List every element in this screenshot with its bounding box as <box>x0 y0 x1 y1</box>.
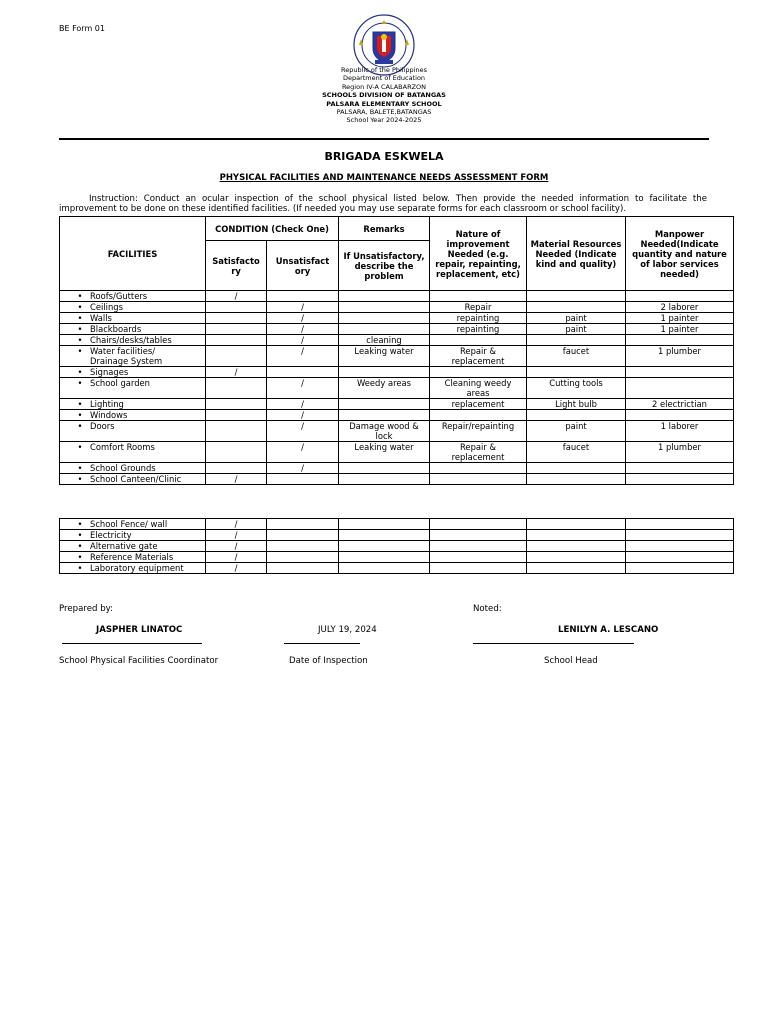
unsatisfactory-mark: / <box>267 302 339 313</box>
empty-cell <box>267 552 339 563</box>
satisfactory-mark: / <box>206 474 267 485</box>
form-subtitle: PHYSICAL FACILITIES AND MAINTENANCE NEEDS ASSESSMENT FORM <box>219 173 549 183</box>
manpower-cell <box>626 474 734 485</box>
facility-name: Windows <box>90 410 128 420</box>
manpower-cell <box>626 463 734 474</box>
facility-name: Alternative gate <box>90 541 158 551</box>
table-row <box>60 291 734 302</box>
noted-signature-line <box>473 643 634 644</box>
manpower-cell <box>626 378 734 399</box>
empty-cell <box>339 552 430 563</box>
table-row <box>60 442 734 463</box>
empty-cell <box>339 541 430 552</box>
bullet-icon: • <box>77 519 83 529</box>
table-row <box>60 563 734 574</box>
header-division: SCHOOLS DIVISION OF BATANGAS <box>322 91 446 100</box>
facility-name: Blackboards <box>90 324 142 334</box>
unsatisfactory-mark <box>267 474 339 485</box>
satisfactory-mark: / <box>206 367 267 378</box>
remarks-cell <box>339 313 430 324</box>
facility-cell <box>60 410 206 421</box>
facility-cell <box>60 335 206 346</box>
table-row <box>60 530 734 541</box>
empty-cell <box>430 552 527 563</box>
facility-name: School garden <box>90 378 150 388</box>
bullet-icon: • <box>77 421 83 431</box>
unsatisfactory-mark: / <box>267 313 339 324</box>
header-school: PALSARA ELEMENTARY SCHOOL <box>326 99 442 108</box>
remarks-cell <box>339 324 430 335</box>
nature-cell <box>430 410 527 421</box>
remarks-cell <box>339 302 430 313</box>
facility-name: Lighting <box>90 399 124 409</box>
header-remarks: Remarks <box>339 217 430 241</box>
facility-cell <box>60 324 206 335</box>
empty-cell <box>267 563 339 574</box>
header-line-2: Department of Education <box>342 74 426 83</box>
empty-cell <box>430 530 527 541</box>
header-unsatisfactory: Unsatisfact ory <box>267 241 339 291</box>
nature-cell <box>430 399 527 410</box>
header-divider <box>59 138 709 140</box>
table-row <box>60 519 734 530</box>
remarks-cell <box>339 378 430 399</box>
cell-line-2: replacement <box>451 356 505 366</box>
table-row <box>60 463 734 474</box>
cell-line-2: replacement <box>451 452 505 462</box>
material-cell: paint <box>527 313 626 324</box>
cell-line-2: areas <box>466 388 490 398</box>
bullet-icon: • <box>77 474 83 484</box>
empty-cell <box>339 563 430 574</box>
bullet-icon: • <box>77 410 83 420</box>
noted-label: Noted: <box>473 604 502 614</box>
material-cell: Light bulb <box>527 399 626 410</box>
facility-name: Laboratory equipment <box>90 563 184 573</box>
material-cell: paint <box>527 324 626 335</box>
satisfactory-mark <box>206 346 267 367</box>
cell-line: repainting <box>456 313 500 323</box>
satisfactory-mark <box>206 463 267 474</box>
instruction-text: Instruction: Conduct an ocular inspection of the school physical listed below. Then provide the needed information to facilitate the improvement to be done on these identified facilities. (If needed you may use separate forms for each classroom or school facility). <box>59 194 707 215</box>
facility-cell <box>60 519 206 530</box>
satisfactory-mark <box>206 335 267 346</box>
table-row <box>60 313 734 324</box>
header-manpower: Manpower Needed(Indicate quantity and nature of labor services needed) <box>626 217 734 291</box>
manpower-cell: 2 laborer <box>626 302 734 313</box>
unsatisfactory-mark: / <box>267 421 339 442</box>
header-address: PALSARA, BALETE,BATANGAS <box>336 108 432 117</box>
cell-line: Damage wood & <box>349 421 419 431</box>
manpower-cell: 2 electrictian <box>626 399 734 410</box>
facilities-table <box>59 216 734 485</box>
manpower-cell: 1 plumber <box>626 346 734 367</box>
material-cell <box>527 474 626 485</box>
nature-cell <box>430 346 527 367</box>
header-line-3: Region IV-A CALABARZON <box>341 82 427 91</box>
empty-cell <box>267 530 339 541</box>
header-satisfactory: Satisfacto ry <box>206 241 267 291</box>
facility-cell <box>60 367 206 378</box>
material-cell: Cutting tools <box>527 378 626 399</box>
nature-cell <box>430 463 527 474</box>
header-remarks-sub: If Unsatisfactory, describe the problem <box>339 241 430 291</box>
cell-line: repainting <box>456 324 500 334</box>
satisfactory-mark: / <box>206 519 267 530</box>
remarks-cell <box>339 346 430 367</box>
empty-cell <box>267 541 339 552</box>
nature-cell <box>430 442 527 463</box>
facility-cell <box>60 291 206 302</box>
satisfactory-mark: / <box>206 530 267 541</box>
facility-cell <box>60 399 206 410</box>
prepared-signature-line <box>62 643 202 644</box>
noted-by-role: School Head <box>544 656 598 666</box>
cell-line: Weedy areas <box>356 378 412 388</box>
cell-line: Repair & <box>459 346 496 356</box>
manpower-cell: 1 painter <box>626 313 734 324</box>
manpower-cell: 1 painter <box>626 324 734 335</box>
remarks-cell <box>339 410 430 421</box>
prepared-by-name: JASPHER LINATOC <box>96 625 183 635</box>
satisfactory-mark: / <box>206 541 267 552</box>
manpower-cell <box>626 410 734 421</box>
facility-name: Water facilities/ <box>90 346 156 356</box>
facility-name: Ceilings <box>90 302 123 312</box>
bullet-icon: • <box>77 541 83 551</box>
nature-cell <box>430 378 527 399</box>
noted-by-name: LENILYN A. LESCANO <box>558 625 659 635</box>
unsatisfactory-mark: / <box>267 378 339 399</box>
date-label: Date of Inspection <box>289 656 368 666</box>
empty-cell <box>430 519 527 530</box>
cell-line: Leaking water <box>354 346 414 356</box>
unsatisfactory-mark: / <box>267 335 339 346</box>
manpower-cell <box>626 335 734 346</box>
table-row <box>60 335 734 346</box>
remarks-cell <box>339 367 430 378</box>
manpower-cell <box>626 291 734 302</box>
facility-cell <box>60 442 206 463</box>
manpower-cell <box>626 367 734 378</box>
satisfactory-mark: / <box>206 563 267 574</box>
manpower-cell: 1 plumber <box>626 442 734 463</box>
empty-cell <box>267 519 339 530</box>
remarks-cell <box>339 474 430 485</box>
cell-line: cleaning <box>366 335 402 345</box>
cell-line: replacement <box>451 399 505 409</box>
nature-cell <box>430 324 527 335</box>
bullet-icon: • <box>77 291 83 301</box>
remarks-cell <box>339 442 430 463</box>
unsatisfactory-mark: / <box>267 442 339 463</box>
facility-name: Doors <box>90 421 115 431</box>
facility-cell <box>60 463 206 474</box>
material-cell <box>527 335 626 346</box>
header-school-year: School Year 2024-2025 <box>346 116 422 125</box>
table-row <box>60 302 734 313</box>
cell-line: Leaking water <box>354 442 414 452</box>
satisfactory-mark <box>206 421 267 442</box>
nature-cell <box>430 335 527 346</box>
nature-cell <box>430 291 527 302</box>
material-cell <box>527 291 626 302</box>
facility-cell <box>60 421 206 442</box>
material-cell: faucet <box>527 442 626 463</box>
cell-line: Repair & <box>459 442 496 452</box>
prepared-by-role: School Physical Facilities Coordinator <box>59 656 219 666</box>
bullet-icon: • <box>77 399 83 409</box>
manpower-cell: 1 laborer <box>626 421 734 442</box>
satisfactory-mark: / <box>206 552 267 563</box>
nature-cell <box>430 367 527 378</box>
bullet-icon: • <box>77 530 83 540</box>
satisfactory-mark <box>206 378 267 399</box>
unsatisfactory-mark <box>267 291 339 302</box>
bullet-icon: • <box>77 463 83 473</box>
nature-cell <box>430 421 527 442</box>
empty-cell <box>626 530 734 541</box>
bullet-icon: • <box>77 442 83 452</box>
prepared-by-label: Prepared by: <box>59 604 114 614</box>
header-facilities: FACILITIES <box>60 217 206 291</box>
material-cell <box>527 463 626 474</box>
nature-cell <box>430 302 527 313</box>
facility-cell <box>60 563 206 574</box>
table-row <box>60 367 734 378</box>
facility-cell <box>60 474 206 485</box>
empty-cell <box>626 541 734 552</box>
header-nature: Nature of improvement Needed (e.g. repair, repainting, replacement, etc) <box>430 217 527 291</box>
empty-cell <box>527 530 626 541</box>
table-row <box>60 324 734 335</box>
satisfactory-mark <box>206 313 267 324</box>
unsatisfactory-mark: / <box>267 410 339 421</box>
remarks-cell <box>339 399 430 410</box>
table-row <box>60 552 734 563</box>
nature-cell <box>430 474 527 485</box>
unsatisfactory-mark <box>267 367 339 378</box>
unsatisfactory-mark: / <box>267 324 339 335</box>
facility-cell <box>60 552 206 563</box>
facility-name: School Canteen/Clinic <box>90 474 182 484</box>
empty-cell <box>527 519 626 530</box>
bullet-icon: • <box>77 378 83 388</box>
satisfactory-mark <box>206 410 267 421</box>
table-row <box>60 474 734 485</box>
cell-line: Repair <box>464 302 492 312</box>
bullet-icon: • <box>77 335 83 345</box>
remarks-cell <box>339 463 430 474</box>
empty-cell <box>626 552 734 563</box>
page-title: BRIGADA ESKWELA <box>324 150 444 163</box>
empty-cell <box>527 563 626 574</box>
empty-cell <box>339 530 430 541</box>
facility-name: School Fence/ wall <box>90 519 168 529</box>
facility-cell <box>60 530 206 541</box>
material-cell <box>527 302 626 313</box>
empty-cell <box>430 541 527 552</box>
bullet-icon: • <box>77 552 83 562</box>
empty-cell <box>527 552 626 563</box>
material-cell <box>527 367 626 378</box>
bullet-icon: • <box>77 367 83 377</box>
bullet-icon: • <box>77 313 83 323</box>
header-material: Material Resources Needed (Indicate kind and quality) <box>527 217 626 291</box>
satisfactory-mark <box>206 399 267 410</box>
facility-name-2: Drainage System <box>90 356 163 366</box>
table-row <box>60 399 734 410</box>
inspection-date: JULY 19, 2024 <box>318 625 377 635</box>
unsatisfactory-mark: / <box>267 346 339 367</box>
date-line <box>284 643 360 644</box>
letterhead <box>234 66 534 125</box>
facility-cell <box>60 378 206 399</box>
empty-cell <box>527 541 626 552</box>
remarks-cell <box>339 335 430 346</box>
facility-cell <box>60 346 206 367</box>
header-line-1: Republic of the Philippines <box>341 66 427 74</box>
table-row <box>60 378 734 399</box>
bullet-icon: • <box>77 302 83 312</box>
satisfactory-mark <box>206 442 267 463</box>
table-row <box>60 421 734 442</box>
facility-cell <box>60 313 206 324</box>
facility-name: Signages <box>90 367 129 377</box>
facility-cell <box>60 541 206 552</box>
empty-cell <box>430 563 527 574</box>
facility-name: School Grounds <box>90 463 156 473</box>
nature-cell <box>430 313 527 324</box>
bullet-icon: • <box>77 324 83 334</box>
empty-cell <box>339 519 430 530</box>
table-row <box>60 541 734 552</box>
remarks-cell <box>339 421 430 442</box>
cell-line: Cleaning weedy <box>444 378 512 388</box>
facility-name: Reference Materials <box>90 552 174 562</box>
facility-name: Walls <box>90 313 112 323</box>
cell-line-2: lock <box>375 431 393 441</box>
bullet-icon: • <box>77 346 83 356</box>
unsatisfactory-mark: / <box>267 463 339 474</box>
satisfactory-mark <box>206 302 267 313</box>
header-condition: CONDITION (Check One) <box>206 217 339 241</box>
unsatisfactory-mark: / <box>267 399 339 410</box>
cell-line: Repair/repainting <box>441 421 515 431</box>
facility-cell <box>60 302 206 313</box>
table-row <box>60 346 734 367</box>
facility-name: Electricity <box>90 530 132 540</box>
facility-name: Comfort Rooms <box>90 442 155 452</box>
facility-name: Chairs/desks/tables <box>90 335 172 345</box>
satisfactory-mark: / <box>206 291 267 302</box>
facility-name: Roofs/Gutters <box>90 291 148 301</box>
form-number: BE Form 01 <box>59 24 105 33</box>
material-cell: faucet <box>527 346 626 367</box>
bullet-icon: • <box>77 563 83 573</box>
empty-cell <box>626 563 734 574</box>
remarks-cell <box>339 291 430 302</box>
material-cell: paint <box>527 421 626 442</box>
empty-cell <box>626 519 734 530</box>
satisfactory-mark <box>206 324 267 335</box>
material-cell <box>527 410 626 421</box>
facilities-table-continued <box>59 518 734 574</box>
table-row <box>60 410 734 421</box>
